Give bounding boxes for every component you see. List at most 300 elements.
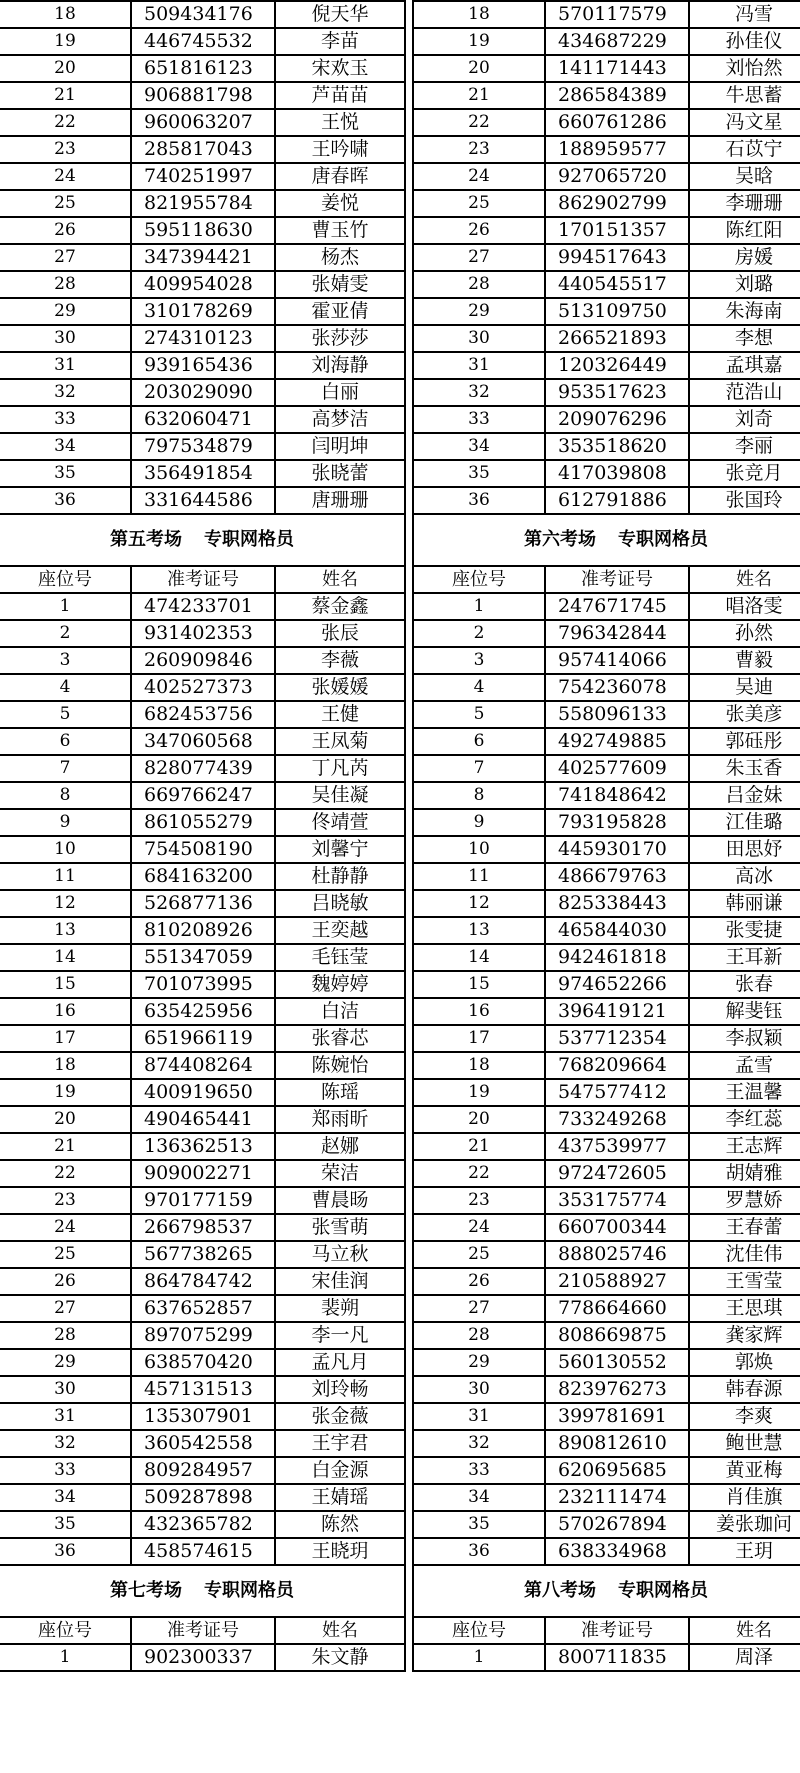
seat-number-cell: 35 — [0, 1511, 131, 1538]
name-cell: 朱海南 — [689, 298, 800, 325]
name-cell: 刘璐 — [689, 271, 800, 298]
seat-number-cell: 16 — [413, 998, 545, 1025]
right-seating-table — [412, 0, 800, 1672]
table-row — [0, 325, 405, 352]
table-row — [413, 755, 800, 782]
exam-id-cell: 232111474 — [545, 1484, 689, 1511]
exam-id-cell: 651966119 — [131, 1025, 275, 1052]
seat-number-cell: 19 — [0, 28, 131, 55]
seat-number-cell: 7 — [413, 755, 545, 782]
table-row — [413, 217, 800, 244]
table-row — [0, 728, 405, 755]
header-name: 姓名 — [275, 566, 405, 593]
seat-number-cell: 19 — [413, 28, 545, 55]
exam-id-cell: 861055279 — [131, 809, 275, 836]
exam-id-cell: 701073995 — [131, 971, 275, 998]
seat-number-cell: 17 — [0, 1025, 131, 1052]
table-row — [413, 1484, 800, 1511]
table-row — [0, 1430, 405, 1457]
name-cell: 江佳璐 — [689, 809, 800, 836]
name-cell: 范浩山 — [689, 379, 800, 406]
section-title-row — [0, 514, 405, 566]
exam-id-cell: 266798537 — [131, 1214, 275, 1241]
seat-number-cell: 27 — [413, 1295, 545, 1322]
exam-id-cell: 135307901 — [131, 1403, 275, 1430]
table-row — [0, 1295, 405, 1322]
seat-number-cell: 14 — [0, 944, 131, 971]
name-cell: 刘怡然 — [689, 55, 800, 82]
name-cell: 张春 — [689, 971, 800, 998]
seat-number-cell: 5 — [0, 701, 131, 728]
seat-number-cell: 31 — [413, 352, 545, 379]
seat-number-cell: 19 — [0, 1079, 131, 1106]
name-cell: 佟靖萱 — [275, 809, 405, 836]
exam-id-cell: 570117579 — [545, 1, 689, 28]
seat-number-cell: 10 — [413, 836, 545, 863]
exam-id-cell: 897075299 — [131, 1322, 275, 1349]
seat-number-cell: 28 — [413, 1322, 545, 1349]
exam-id-cell: 632060471 — [131, 406, 275, 433]
table-row — [413, 944, 800, 971]
exam-id-cell: 660700344 — [545, 1214, 689, 1241]
exam-id-cell: 437539977 — [545, 1133, 689, 1160]
seat-number-cell: 6 — [0, 728, 131, 755]
exam-id-cell: 445930170 — [545, 836, 689, 863]
name-cell: 罗慧娇 — [689, 1187, 800, 1214]
exam-id-cell: 402577609 — [545, 755, 689, 782]
name-cell: 刘海静 — [275, 352, 405, 379]
seat-number-cell: 36 — [413, 1538, 545, 1565]
table-row — [413, 1052, 800, 1079]
seat-number-cell: 20 — [0, 55, 131, 82]
seat-number-cell: 12 — [0, 890, 131, 917]
name-cell: 王吟啸 — [275, 136, 405, 163]
seat-number-cell: 21 — [0, 1133, 131, 1160]
seat-number-cell: 34 — [0, 1484, 131, 1511]
name-cell: 姜悦 — [275, 190, 405, 217]
seat-number-cell: 26 — [0, 217, 131, 244]
seat-number-cell: 1 — [0, 1644, 131, 1671]
exam-id-cell: 446745532 — [131, 28, 275, 55]
name-cell: 吕金妹 — [689, 782, 800, 809]
left-section1 — [0, 514, 405, 1565]
name-cell: 唱洛雯 — [689, 593, 800, 620]
exam-id-cell: 210588927 — [545, 1268, 689, 1295]
seat-number-cell: 36 — [413, 487, 545, 514]
exam-id-cell: 778664660 — [545, 1295, 689, 1322]
seat-number-cell: 29 — [0, 1349, 131, 1376]
exam-id-cell: 953517623 — [545, 379, 689, 406]
name-cell: 李苗 — [275, 28, 405, 55]
table-row — [413, 163, 800, 190]
exam-id-cell: 740251997 — [131, 163, 275, 190]
name-cell: 张竞月 — [689, 460, 800, 487]
seat-number-cell: 16 — [0, 998, 131, 1025]
table-row — [413, 109, 800, 136]
table-row — [0, 809, 405, 836]
seat-number-cell: 2 — [413, 620, 545, 647]
exam-id-cell: 797534879 — [131, 433, 275, 460]
seat-number-cell: 23 — [413, 136, 545, 163]
exam-id-cell: 651816123 — [131, 55, 275, 82]
table-row — [0, 82, 405, 109]
exam-id-cell: 188959577 — [545, 136, 689, 163]
name-cell: 张睿芯 — [275, 1025, 405, 1052]
exam-id-cell: 400919650 — [131, 1079, 275, 1106]
header-row — [0, 1617, 405, 1644]
section-title — [413, 1565, 800, 1617]
name-cell: 孙然 — [689, 620, 800, 647]
exam-id-cell: 823976273 — [545, 1376, 689, 1403]
seat-number-cell: 11 — [413, 863, 545, 890]
exam-id-cell: 796342844 — [545, 620, 689, 647]
name-cell: 杜静静 — [275, 863, 405, 890]
name-cell: 王晓玥 — [275, 1538, 405, 1565]
table-row — [0, 998, 405, 1025]
name-cell: 李薇 — [275, 647, 405, 674]
name-cell: 田思妤 — [689, 836, 800, 863]
seat-number-cell: 30 — [0, 325, 131, 352]
table-row — [0, 487, 405, 514]
table-row — [413, 1133, 800, 1160]
exam-id-cell: 754236078 — [545, 674, 689, 701]
exam-id-cell: 547577412 — [545, 1079, 689, 1106]
table-row — [0, 890, 405, 917]
seat-number-cell: 23 — [0, 1187, 131, 1214]
name-cell: 张国玲 — [689, 487, 800, 514]
name-cell: 刘玲畅 — [275, 1376, 405, 1403]
seat-number-cell: 28 — [0, 1322, 131, 1349]
seat-number-cell: 29 — [413, 1349, 545, 1376]
exam-id-cell: 660761286 — [545, 109, 689, 136]
seat-number-cell: 7 — [0, 755, 131, 782]
seat-number-cell: 29 — [413, 298, 545, 325]
seat-number-cell: 33 — [413, 1457, 545, 1484]
exam-id-cell: 638334968 — [545, 1538, 689, 1565]
exam-id-cell: 409954028 — [131, 271, 275, 298]
name-cell: 裴朔 — [275, 1295, 405, 1322]
table-row — [413, 728, 800, 755]
name-cell: 陈然 — [275, 1511, 405, 1538]
seat-number-cell: 32 — [413, 379, 545, 406]
table-row — [413, 406, 800, 433]
table-row — [0, 244, 405, 271]
exam-id-cell: 247671745 — [545, 593, 689, 620]
seat-number-cell: 22 — [0, 109, 131, 136]
exam-id-cell: 638570420 — [131, 1349, 275, 1376]
exam-id-cell: 353518620 — [545, 433, 689, 460]
table-row — [413, 971, 800, 998]
exam-id-cell: 474233701 — [131, 593, 275, 620]
seat-number-cell: 36 — [0, 1538, 131, 1565]
exam-id-cell: 509287898 — [131, 1484, 275, 1511]
table-row — [413, 1160, 800, 1187]
exam-id-cell: 927065720 — [545, 163, 689, 190]
name-cell: 姜张珈问 — [689, 1511, 800, 1538]
exam-id-cell: 260909846 — [131, 647, 275, 674]
table-row — [0, 701, 405, 728]
name-cell: 牛思蓄 — [689, 82, 800, 109]
name-cell: 王志辉 — [689, 1133, 800, 1160]
name-cell: 孟琪嘉 — [689, 352, 800, 379]
table-row — [0, 1376, 405, 1403]
table-row — [413, 487, 800, 514]
table-row — [413, 1, 800, 28]
table-row — [0, 1644, 405, 1671]
table-row — [413, 82, 800, 109]
right-column — [412, 0, 800, 1672]
section-title-row — [413, 514, 800, 566]
table-row — [0, 1052, 405, 1079]
name-cell: 王健 — [275, 701, 405, 728]
seat-number-cell: 25 — [413, 1241, 545, 1268]
exam-id-cell: 808669875 — [545, 1322, 689, 1349]
exam-id-cell: 942461818 — [545, 944, 689, 971]
name-cell: 陈瑶 — [275, 1079, 405, 1106]
name-cell: 韩丽谦 — [689, 890, 800, 917]
role-label: 专职网格员 — [204, 1580, 294, 1601]
name-cell: 李珊珊 — [689, 190, 800, 217]
table-row — [0, 1484, 405, 1511]
seat-number-cell: 10 — [0, 836, 131, 863]
table-row — [0, 352, 405, 379]
left-seating-table — [0, 0, 406, 1672]
name-cell: 张莎莎 — [275, 325, 405, 352]
section-title — [0, 1565, 405, 1617]
name-cell: 刘奇 — [689, 406, 800, 433]
seat-number-cell: 18 — [0, 1052, 131, 1079]
name-cell: 吴佳凝 — [275, 782, 405, 809]
seat-number-cell: 32 — [0, 379, 131, 406]
table-row — [0, 1187, 405, 1214]
seat-number-cell: 22 — [0, 1160, 131, 1187]
exam-id-cell: 203029090 — [131, 379, 275, 406]
exam-id-cell: 560130552 — [545, 1349, 689, 1376]
name-cell: 王宇君 — [275, 1430, 405, 1457]
table-row — [0, 836, 405, 863]
table-row — [0, 1457, 405, 1484]
name-cell: 毛钰莹 — [275, 944, 405, 971]
seat-number-cell: 32 — [0, 1430, 131, 1457]
seat-number-cell: 34 — [413, 1484, 545, 1511]
seat-number-cell: 24 — [413, 1214, 545, 1241]
table-row — [413, 1430, 800, 1457]
seat-number-cell: 1 — [413, 1644, 545, 1671]
seat-number-cell: 33 — [0, 1457, 131, 1484]
table-row — [0, 944, 405, 971]
exam-id-cell: 513109750 — [545, 298, 689, 325]
name-cell: 周泽 — [689, 1644, 800, 1671]
table-row — [0, 755, 405, 782]
exam-id-cell: 810208926 — [131, 917, 275, 944]
header-exam-id: 准考证号 — [545, 566, 689, 593]
table-row — [413, 809, 800, 836]
name-cell: 张雪萌 — [275, 1214, 405, 1241]
exam-id-cell: 994517643 — [545, 244, 689, 271]
table-row — [0, 136, 405, 163]
table-row — [0, 1160, 405, 1187]
exam-id-cell: 682453756 — [131, 701, 275, 728]
exam-id-cell: 874408264 — [131, 1052, 275, 1079]
seat-number-cell: 31 — [0, 1403, 131, 1430]
exam-room-label: 第六考场 — [524, 529, 596, 550]
seat-number-cell: 11 — [0, 863, 131, 890]
table-row — [413, 136, 800, 163]
table-row — [0, 163, 405, 190]
table-row — [0, 1268, 405, 1295]
exam-id-cell: 457131513 — [131, 1376, 275, 1403]
seat-number-cell: 17 — [413, 1025, 545, 1052]
seat-number-cell: 26 — [0, 1268, 131, 1295]
name-cell: 霍亚倩 — [275, 298, 405, 325]
table-row — [413, 593, 800, 620]
right-section2 — [413, 1565, 800, 1671]
exam-id-cell: 800711835 — [545, 1644, 689, 1671]
exam-id-cell: 567738265 — [131, 1241, 275, 1268]
header-seat-number: 座位号 — [413, 1617, 545, 1644]
exam-id-cell: 939165436 — [131, 352, 275, 379]
table-row — [413, 701, 800, 728]
table-row — [413, 1457, 800, 1484]
seat-number-cell: 26 — [413, 217, 545, 244]
table-row — [413, 674, 800, 701]
name-cell: 芦苗苗 — [275, 82, 405, 109]
seat-number-cell: 21 — [0, 82, 131, 109]
name-cell: 张婧雯 — [275, 271, 405, 298]
table-row — [0, 1349, 405, 1376]
table-row — [0, 1538, 405, 1565]
table-row — [0, 917, 405, 944]
exam-id-cell: 828077439 — [131, 755, 275, 782]
seat-number-cell: 5 — [413, 701, 545, 728]
name-cell: 吴迪 — [689, 674, 800, 701]
exam-id-cell: 465844030 — [545, 917, 689, 944]
seat-number-cell: 8 — [413, 782, 545, 809]
exam-id-cell: 793195828 — [545, 809, 689, 836]
seat-number-cell: 36 — [0, 487, 131, 514]
table-row — [0, 863, 405, 890]
exam-id-cell: 620695685 — [545, 1457, 689, 1484]
name-cell: 龚家辉 — [689, 1322, 800, 1349]
exam-id-cell: 526877136 — [131, 890, 275, 917]
exam-id-cell: 274310123 — [131, 325, 275, 352]
seat-number-cell: 20 — [413, 55, 545, 82]
name-cell: 孙佳仪 — [689, 28, 800, 55]
exam-id-cell: 120326449 — [545, 352, 689, 379]
exam-id-cell: 595118630 — [131, 217, 275, 244]
exam-id-cell: 612791886 — [545, 487, 689, 514]
exam-id-cell: 864784742 — [131, 1268, 275, 1295]
seat-number-cell: 19 — [413, 1079, 545, 1106]
exam-id-cell: 669766247 — [131, 782, 275, 809]
name-cell: 石苡宁 — [689, 136, 800, 163]
seat-number-cell: 29 — [0, 298, 131, 325]
seat-number-cell: 1 — [0, 593, 131, 620]
table-row — [413, 620, 800, 647]
exam-id-cell: 492749885 — [545, 728, 689, 755]
seat-number-cell: 34 — [413, 433, 545, 460]
seat-number-cell: 6 — [413, 728, 545, 755]
header-row — [413, 566, 800, 593]
seat-number-cell: 2 — [0, 620, 131, 647]
name-cell: 孟雪 — [689, 1052, 800, 1079]
name-cell: 倪天华 — [275, 1, 405, 28]
table-row — [413, 271, 800, 298]
exam-id-cell: 637652857 — [131, 1295, 275, 1322]
role-label: 专职网格员 — [618, 529, 708, 550]
name-cell: 马立秋 — [275, 1241, 405, 1268]
name-cell: 唐珊珊 — [275, 487, 405, 514]
exam-id-cell: 960063207 — [131, 109, 275, 136]
header-seat-number: 座位号 — [0, 566, 131, 593]
header-seat-number: 座位号 — [0, 1617, 131, 1644]
name-cell: 肖佳旗 — [689, 1484, 800, 1511]
table-row — [413, 55, 800, 82]
table-row — [413, 1349, 800, 1376]
table-row — [413, 836, 800, 863]
name-cell: 冯文星 — [689, 109, 800, 136]
name-cell: 张雯捷 — [689, 917, 800, 944]
seat-number-cell: 12 — [413, 890, 545, 917]
table-row — [413, 782, 800, 809]
exam-id-cell: 434687229 — [545, 28, 689, 55]
exam-id-cell: 902300337 — [131, 1644, 275, 1671]
table-row — [413, 1644, 800, 1671]
name-cell: 王奕越 — [275, 917, 405, 944]
seat-number-cell: 31 — [0, 352, 131, 379]
table-row — [0, 379, 405, 406]
seat-number-cell: 23 — [0, 136, 131, 163]
name-cell: 李一凡 — [275, 1322, 405, 1349]
exam-id-cell: 551347059 — [131, 944, 275, 971]
exam-id-cell: 440545517 — [545, 271, 689, 298]
name-cell: 郭砡彤 — [689, 728, 800, 755]
table-row — [0, 674, 405, 701]
seat-number-cell: 4 — [413, 674, 545, 701]
table-row — [413, 244, 800, 271]
exam-id-cell: 347060568 — [131, 728, 275, 755]
name-cell: 朱玉香 — [689, 755, 800, 782]
table-row — [0, 433, 405, 460]
section-title-row — [0, 1565, 405, 1617]
exam-id-cell: 432365782 — [131, 1511, 275, 1538]
table-row — [413, 863, 800, 890]
name-cell: 解斐钰 — [689, 998, 800, 1025]
seat-number-cell: 25 — [0, 190, 131, 217]
seat-number-cell: 30 — [413, 1376, 545, 1403]
seat-number-cell: 33 — [413, 406, 545, 433]
exam-id-cell: 136362513 — [131, 1133, 275, 1160]
exam-id-cell: 458574615 — [131, 1538, 275, 1565]
table-row — [0, 971, 405, 998]
header-exam-id: 准考证号 — [131, 1617, 275, 1644]
name-cell: 赵娜 — [275, 1133, 405, 1160]
seat-number-cell: 25 — [0, 1241, 131, 1268]
table-row — [0, 190, 405, 217]
table-row — [0, 406, 405, 433]
name-cell: 闫明坤 — [275, 433, 405, 460]
seat-number-cell: 24 — [0, 163, 131, 190]
exam-id-cell: 972472605 — [545, 1160, 689, 1187]
name-cell: 宋佳润 — [275, 1268, 405, 1295]
seat-number-cell: 32 — [413, 1430, 545, 1457]
seat-number-cell: 9 — [0, 809, 131, 836]
exam-id-cell: 141171443 — [545, 55, 689, 82]
name-cell: 唐春晖 — [275, 163, 405, 190]
table-row — [413, 647, 800, 674]
exam-id-cell: 768209664 — [545, 1052, 689, 1079]
name-cell: 黄亚梅 — [689, 1457, 800, 1484]
